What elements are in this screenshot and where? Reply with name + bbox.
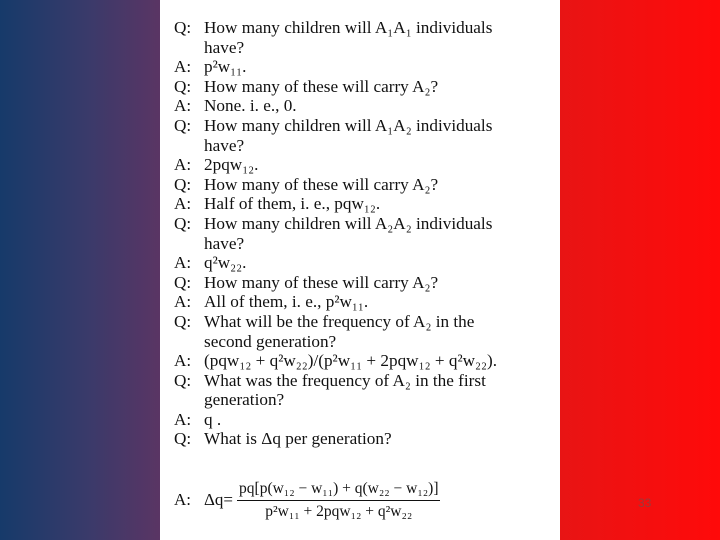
answer-label: A: <box>174 194 192 214</box>
question-text: How many of these will carry A₂? <box>204 174 439 194</box>
qa-line <box>174 194 558 214</box>
answer-label: A: <box>174 155 192 175</box>
answer-label: A: <box>174 96 192 116</box>
slide-page-number: 33 <box>638 496 652 510</box>
question-text: What was the frequency of A₂ in the first <box>204 370 486 390</box>
question-text: have? <box>204 233 245 253</box>
delta-q-formula <box>174 470 558 530</box>
qa-line <box>174 77 558 97</box>
question-label <box>174 38 204 58</box>
question-label: Q: <box>174 311 192 331</box>
qa-line <box>174 371 558 391</box>
qa-line <box>174 116 558 136</box>
answer-text: q . <box>204 409 222 429</box>
left-gradient-band <box>0 0 160 540</box>
qa-line <box>174 390 558 410</box>
answer-text: q²w₂₂. <box>204 253 247 273</box>
formula-numerator: pq[p(w₁₂ − w₁₁) + q(w₂₂ − w₁₂)] <box>237 480 440 501</box>
qa-line <box>174 18 558 38</box>
answer-label: A: <box>174 57 192 77</box>
question-text: have? <box>204 135 245 155</box>
answer-text: All of them, i. e., p²w₁₁. <box>204 292 369 312</box>
question-text: How many children will A₁A₁ individuals <box>204 18 493 37</box>
formula-denominator: p²w₁₁ + 2pqw₁₂ + q²w₂₂ <box>265 502 413 520</box>
question-label: Q: <box>174 213 192 233</box>
question-text: How many of these will carry A₂? <box>204 76 439 96</box>
qa-line <box>174 57 558 77</box>
formula-lhs: Δq= <box>204 490 234 509</box>
question-label <box>174 136 204 156</box>
answer-text: None. i. e., 0. <box>204 96 297 116</box>
qa-line <box>174 410 558 430</box>
qa-line <box>174 234 558 254</box>
qa-line <box>174 253 558 273</box>
question-text: How many of these will carry A₂? <box>204 272 439 292</box>
question-label: Q: <box>174 174 192 194</box>
question-text: generation? <box>204 390 285 410</box>
answer-label: A: <box>174 409 192 429</box>
answer-text: (pqw₁₂ + q²w₂₂)/(p²w₁₁ + 2pqw₁₂ + q²w₂₂). <box>204 351 498 371</box>
right-red-band <box>560 0 720 540</box>
qa-line <box>174 38 558 58</box>
qa-list <box>174 18 558 449</box>
question-text: What will be the frequency of A₂ in the <box>204 311 475 331</box>
qa-line <box>174 214 558 234</box>
qa-line <box>174 429 558 449</box>
question-label <box>174 332 204 352</box>
question-label: Q: <box>174 18 192 37</box>
qa-line <box>174 273 558 293</box>
question-label: Q: <box>174 429 192 449</box>
question-text: What is Δq per generation? <box>204 429 392 449</box>
question-label <box>174 390 204 410</box>
question-label: Q: <box>174 272 192 292</box>
qa-line <box>174 312 558 332</box>
formula-label: A: <box>174 490 191 509</box>
question-label <box>174 234 204 254</box>
qa-line <box>174 332 558 352</box>
question-label: Q: <box>174 76 192 96</box>
qa-line <box>174 136 558 156</box>
document-panel <box>160 0 560 540</box>
answer-label: A: <box>174 351 192 371</box>
answer-label: A: <box>174 292 192 312</box>
qa-line <box>174 175 558 195</box>
question-text: second generation? <box>204 331 337 351</box>
question-label: Q: <box>174 115 192 135</box>
question-text: How many children will A₂A₂ individuals <box>204 213 493 233</box>
answer-text: Half of them, i. e., pqw₁₂. <box>204 194 381 214</box>
question-text: How many children will A₁A₂ individuals <box>204 115 493 135</box>
question-text: have? <box>204 37 245 57</box>
qa-line <box>174 96 558 116</box>
formula-fraction <box>237 480 440 521</box>
qa-line <box>174 351 558 371</box>
answer-text: 2pqw₁₂. <box>204 155 259 175</box>
answer-text: p²w₁₁. <box>204 57 247 77</box>
question-label: Q: <box>174 370 192 390</box>
answer-label: A: <box>174 253 192 273</box>
qa-line <box>174 292 558 312</box>
qa-line <box>174 155 558 175</box>
